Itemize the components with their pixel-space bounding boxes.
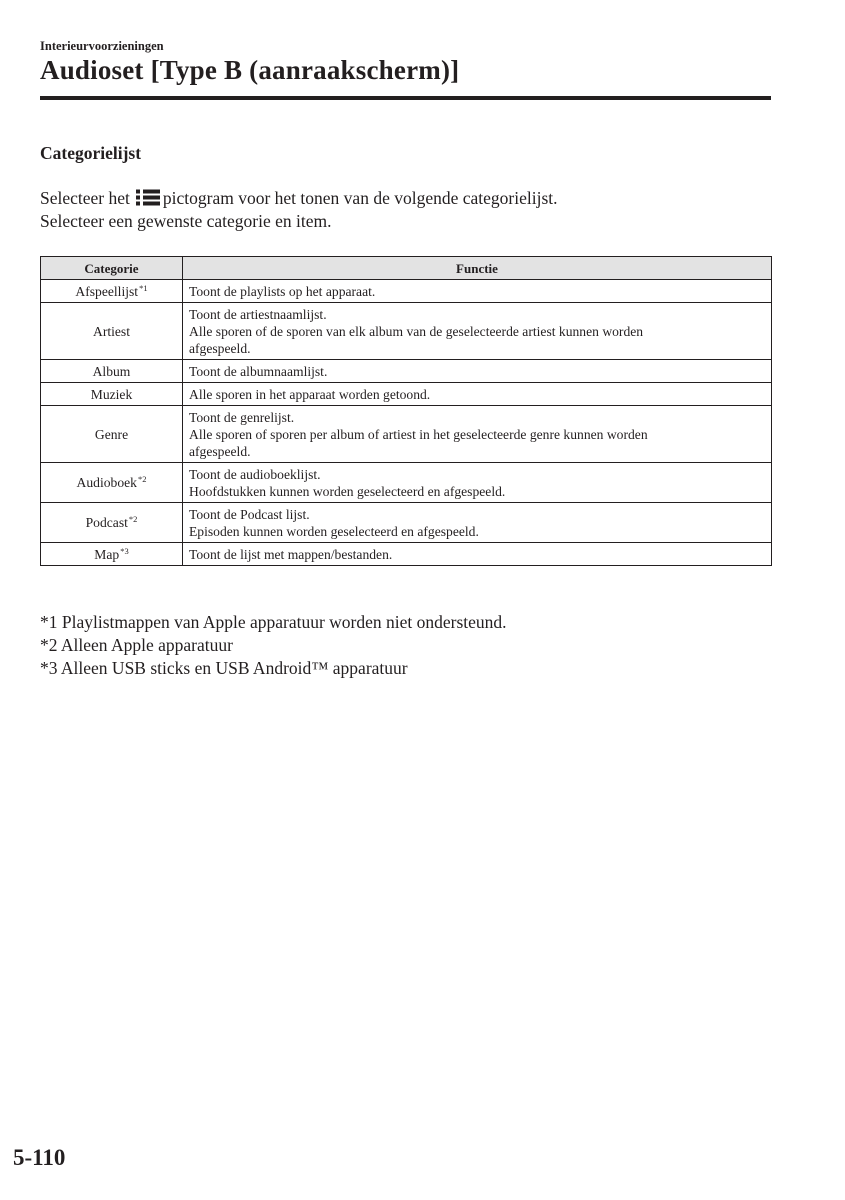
table-row <box>41 303 772 360</box>
page-number: 5-110 <box>13 1145 66 1170</box>
function-line: Episoden kunnen worden geselecteerd en afgespeeld. <box>189 523 479 539</box>
category-name: Artiest <box>93 323 130 339</box>
function-line: Toont de albumnaamlijst. <box>189 363 328 379</box>
function-cell <box>183 406 772 463</box>
category-name: Map <box>94 546 120 562</box>
footnote: *1 Playlistmappen van Apple apparatuur worden niet ondersteund. <box>40 612 507 632</box>
page-title: Audioset [Type B (aanraakscherm)] <box>40 55 460 85</box>
category-name: Afspeellijst <box>75 283 139 299</box>
category-cell <box>41 360 183 383</box>
category-table <box>40 256 772 566</box>
function-line: Toont de lijst met mappen/bestanden. <box>189 546 393 562</box>
footnote: *3 Alleen USB sticks en USB Android™ apparatuur <box>40 658 408 678</box>
category-cell <box>41 383 183 406</box>
category-cell <box>41 543 183 566</box>
function-cell <box>183 280 772 303</box>
category-name: Podcast <box>85 515 128 530</box>
category-name: Album <box>92 363 131 379</box>
function-line: Hoofdstukken kunnen worden geselecteerd en afgespeeld. <box>189 483 506 499</box>
category-name: Audioboek <box>76 475 137 490</box>
table-row <box>41 360 772 383</box>
section-heading: Categorielijst <box>40 143 142 163</box>
table-row <box>41 463 772 503</box>
function-cell <box>183 463 772 503</box>
category-name: Genre <box>94 426 129 442</box>
intro-line-1 <box>40 187 558 210</box>
table-row <box>41 280 772 303</box>
intro-paragraph <box>40 187 558 233</box>
function-line: afgespeeld. <box>189 443 251 459</box>
function-line: Toont de playlists op het apparaat. <box>189 283 376 299</box>
footnote: *2 Alleen Apple apparatuur <box>40 635 233 655</box>
section-label: Interieurvoorzieningen <box>40 39 164 53</box>
function-cell <box>183 383 772 406</box>
function-line: Toont de genrelijst. <box>189 409 295 425</box>
function-cell <box>183 543 772 566</box>
title-divider <box>40 96 771 100</box>
intro-line-2: Selecteer een gewenste categorie en item. <box>40 211 332 231</box>
table-row <box>41 406 772 463</box>
category-cell <box>41 463 183 503</box>
function-line: Toont de audioboeklijst. <box>189 466 321 482</box>
column-header-function: Functie <box>183 257 772 280</box>
table-row <box>41 503 772 543</box>
intro-text-after-icon: pictogram voor het tonen van de volgende categorielijst. <box>162 188 558 208</box>
footnote-marker: *3 <box>120 545 129 556</box>
table-row <box>41 383 772 406</box>
column-header-category: Categorie <box>41 257 183 280</box>
category-cell <box>41 503 183 543</box>
footnote-marker: *1 <box>139 282 148 293</box>
category-cell <box>41 406 183 463</box>
footnote-marker: *2 <box>128 514 138 524</box>
function-cell <box>183 360 772 383</box>
function-line: Alle sporen of de sporen van elk album van de geselecteerde artiest kunnen worden <box>189 323 644 339</box>
function-cell <box>183 303 772 360</box>
function-line: Toont de Podcast lijst. <box>189 506 310 522</box>
function-line: Alle sporen of sporen per album of artiest in het geselecteerde genre kunnen worden <box>189 426 648 442</box>
footnotes <box>40 611 507 680</box>
footnote-marker: *2 <box>137 474 147 484</box>
category-cell <box>41 303 183 360</box>
function-line: afgespeeld. <box>189 340 251 356</box>
table-row <box>41 543 772 566</box>
category-name: Muziek <box>90 386 133 402</box>
list-icon <box>133 189 161 206</box>
table-header-row <box>41 257 772 280</box>
category-cell <box>41 280 183 303</box>
function-line: Alle sporen in het apparaat worden getoond. <box>189 386 431 402</box>
intro-text-before-icon: Selecteer het <box>40 188 130 208</box>
function-cell <box>183 503 772 543</box>
function-line: Toont de artiestnaamlijst. <box>189 306 327 322</box>
